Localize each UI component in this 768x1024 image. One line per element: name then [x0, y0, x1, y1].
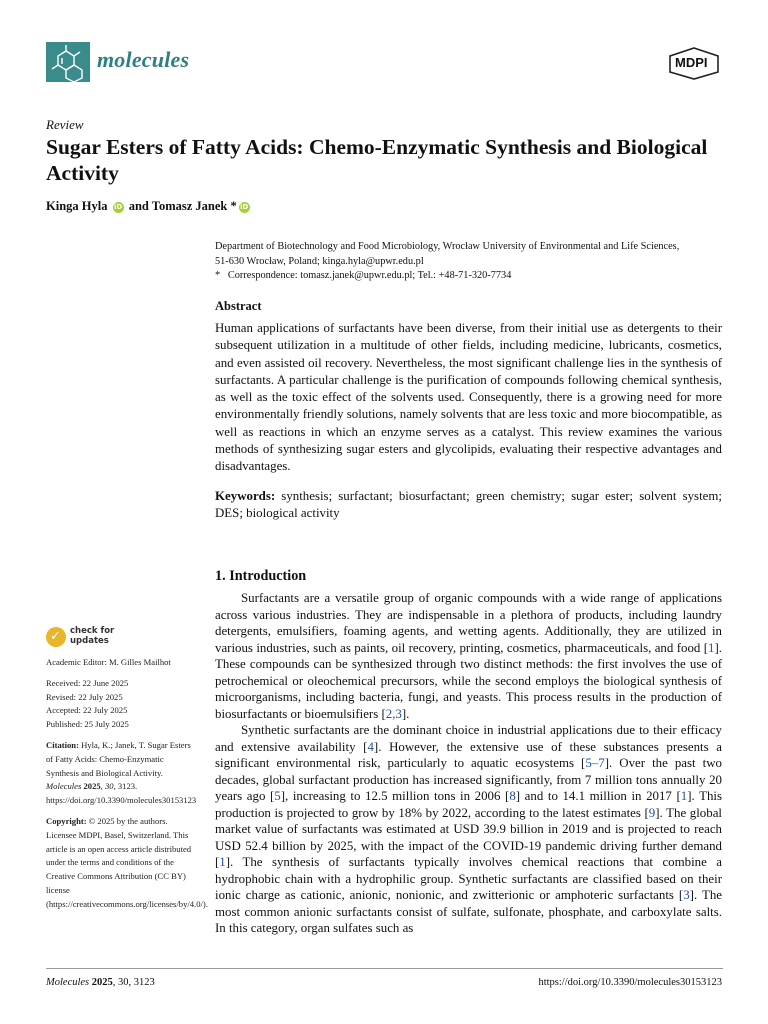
abstract-heading: Abstract: [215, 299, 262, 313]
text-run: ].: [401, 706, 410, 721]
citation-doi[interactable]: , 3123. https://doi.org/10.3390/molecules30153123: [46, 781, 197, 806]
mdpi-logo: [667, 46, 721, 80]
author-name[interactable]: Tomasz Janek *: [151, 199, 237, 213]
article-title: Sugar Esters of Fatty Acids: Chemo-Enzymatic Synthesis and Biological Activity: [46, 135, 708, 185]
reference-link[interactable]: 1: [708, 640, 715, 655]
paragraph: [215, 590, 722, 722]
affiliations: [215, 240, 730, 284]
journal-logo: [46, 42, 90, 82]
section-heading: 1. Introduction: [215, 568, 307, 584]
citation-text: Hyla, K.; Janek, T. Sugar Esters of Fatty Acids: Chemo-Enzymatic Synthesis and Biological Activity.: [46, 739, 191, 778]
journal-name: molecules: [97, 47, 190, 72]
author-name[interactable]: Kinga Hyla: [46, 199, 108, 213]
text-run: Surfactants are a versatile group of organic compounds with a wide range of applications across various industries. They are indispensable in a plethora of products, including laundry detergents, emulsifiers, foaming agents, and wetting agents. Additionally, they are utilized in various industries, such as paints, oil recovery, printing, cosmetics, pharmaceuticals, and food [: [215, 591, 722, 655]
paragraph: [215, 722, 722, 937]
text-run: ]. The most common anionic surfactants consist of sulfate, sulfonate, phosphate, and carboxylate salts. In this category, organ sulfates such as: [215, 888, 722, 935]
orcid-icon[interactable]: iD: [113, 203, 123, 211]
footer-journal: Molecules: [46, 977, 90, 988]
reference-link[interactable]: 3: [683, 888, 690, 902]
keywords-list: synthesis; surfactant; biosurfactant; green chemistry; sugar ester; solvent system; DES; biological activity: [215, 489, 722, 521]
affiliation-line: Department of Biotechnology and Food Microbiology, Wrocław University of Environmental and Life Sciences,: [215, 241, 680, 252]
check-line: check for: [70, 626, 115, 636]
orcid-icon[interactable]: iD: [240, 203, 249, 211]
reference-link[interactable]: 8: [509, 789, 516, 803]
copyright: [46, 815, 208, 912]
reference-link[interactable]: 1: [219, 855, 226, 869]
revised-date: Revised: 22 July 2025: [46, 691, 123, 702]
text-run: ]. This production is projected to grow by 18% by 2022, according to the latest estimates [: [215, 789, 722, 820]
reference-link[interactable]: 1: [680, 789, 688, 803]
reference-link[interactable]: 2,3: [385, 706, 402, 721]
text-run: ]. However, the extensive use of these substances presents a significant environmental risk, particularly to aquatic ecosystems [: [215, 739, 722, 770]
citation: [46, 739, 197, 808]
molecule-icon: [46, 42, 90, 82]
text-run: ]. These compounds can be synthesized through two distinct methods: the first involves the use of petrochemical or oleochemical precursors, while the second employs the biological synthesis of microorganisms, including bacteria, fungi, and yeasts. This process results in the production of biosurfactants or bioemulsifiers [: [215, 640, 722, 721]
footer-volume: , 30, 3123: [112, 977, 155, 988]
received-date: Received: 22 June 2025: [46, 677, 129, 688]
article-info-sidebar: [46, 656, 208, 912]
text-run: Synthetic surfactants are the dominant choice in industrial applications due to their efficacy and extensive availability [: [215, 723, 722, 754]
correspondence: * Correspondence: tomasz.janek@upwr.edu.pl; Tel.: +48-71-320-7734: [215, 270, 512, 281]
reference-link[interactable]: 4: [367, 739, 374, 754]
keywords: [215, 488, 722, 523]
text-run: ] and to 14.1 million in 2017 [: [515, 789, 681, 803]
citation-label: Citation:: [46, 739, 79, 750]
reference-link[interactable]: 5–7: [585, 756, 605, 770]
academic-editor: Academic Editor: M. Gilles Mailhot: [46, 657, 171, 667]
introduction-body: [215, 590, 722, 937]
copyright-label: Copyright:: [46, 815, 87, 826]
publisher-name: MDPI: [675, 55, 708, 70]
author-list: [46, 199, 252, 214]
citation-year: 2025: [81, 781, 101, 792]
article-type: Review: [46, 117, 84, 132]
affiliation-line: 51-630 Wrocław, Poland; kinga.hyla@upwr.edu.pl: [215, 255, 424, 267]
author-conjunction: and: [128, 199, 149, 213]
footer-divider: [46, 968, 723, 969]
check-for-updates-label: [70, 627, 114, 646]
text-run: ]. The global market value of surfactants was estimated at USD 39.9 billion in 2019 and is projected to reach USD 52.4 billion by 2025, with the impact of the COVID-19 pandemic driving further demand [: [215, 805, 722, 869]
text-run: ]. The synthesis of surfactants typically involves chemical reactions that combine a hydrophobic chain with a hydrophilic group. Synthetic surfactants are classified based on their ionic charge as cationic, anionic, nonionic, and zwitterionic or amphoteric surfactants [: [215, 855, 722, 902]
copyright-text: © 2025 by the authors. Licensee MDPI, Basel, Switzerland. This article is an open access article distributed under the terms and conditions of the Creative Commons Attribution (CC BY) license (https://creativecommons.org/licenses/by/4.0/).: [46, 815, 208, 909]
check-line: updates: [70, 635, 109, 646]
footer-year: 2025: [91, 977, 113, 988]
published-date: Published: 25 July 2025: [46, 719, 129, 730]
reference-link[interactable]: 9: [648, 805, 656, 820]
citation-volume: , 30: [100, 781, 114, 792]
text-run: ], increasing to 12.5 million tons in 2006 [: [280, 789, 510, 803]
keywords-label: Keywords:: [215, 489, 276, 503]
text-run: ]. Over the past two decades, global surfactant production has increased significantly, from 7 million tons annually 20 years ago [: [215, 756, 722, 803]
citation-journal: Molecules: [46, 781, 82, 792]
accepted-date: Accepted: 22 July 2025: [46, 705, 128, 716]
footer-doi-link[interactable]: https://doi.org/10.3390/molecules30153123: [538, 977, 722, 988]
checkmark-icon: ✓: [50, 629, 61, 644]
check-for-updates-button[interactable]: [46, 627, 126, 649]
reference-link[interactable]: 5: [274, 789, 281, 803]
abstract-text: Human applications of surfactants have been diverse, from their initial use as detergents to their subsequent utilization in a multitude of other fields, including medicine, lubricants, cosmetics, and even assisted oil recovery. Nevertheless, the most significant challenge lies in the synthesis of surfactants. A particular challenge is the purification of compounds following chemical synthesis, as well as the toxic effect of the solvents used. Consequently, there is a growing need for more environmentally friendly solutions, namely solvents that are less toxic and more biocompatible, as well as reactions in which an enzyme serves as a catalyst. This review examines the various methods of synthesizing sugar esters and glycolipids, evaluating their respective advantages and disadvantages.: [215, 321, 722, 474]
footer-citation: [46, 977, 155, 988]
